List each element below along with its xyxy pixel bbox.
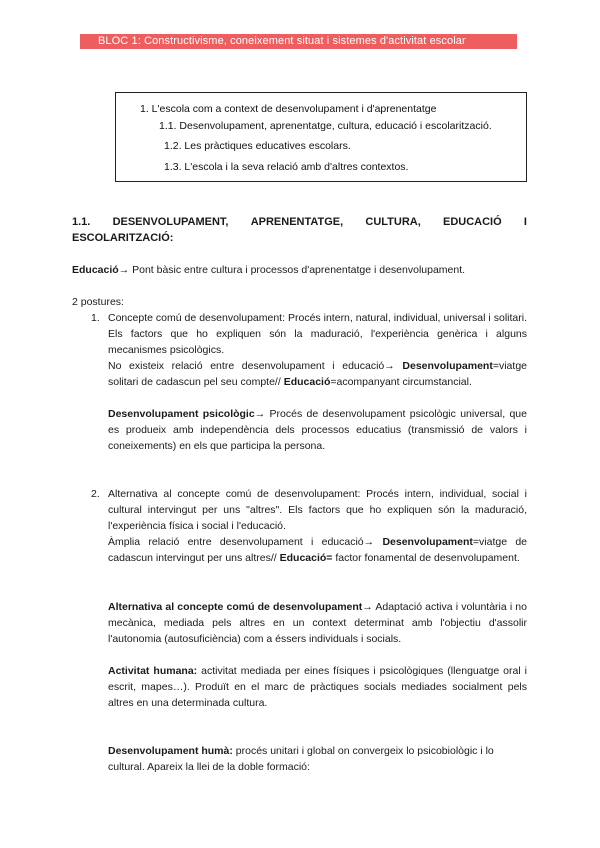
relation-pre: Àmplia relació entre desenvolupament i educació→	[108, 536, 383, 548]
posture-2-number: 2.	[91, 488, 100, 500]
posture-1-psico	[108, 406, 527, 454]
activitat-text: activitat mediada per eines físiques i psicològiques (llenguatge oral i escrit, mapes…). Produït en el marc de pràctiques socials mediades socialment pels altres en una determinada cultura.	[108, 665, 527, 709]
heading-word: APRENENTATGE,	[250, 216, 344, 228]
educacio-definition	[72, 262, 527, 278]
section-heading	[72, 214, 527, 246]
dev-term: Desenvolupament	[382, 536, 473, 548]
posture-2-activitat	[108, 663, 527, 711]
dev-def: =viatge solitari de cadascun pel seu compte//	[108, 360, 527, 388]
posture-2-alternativa	[108, 599, 527, 647]
alt-text: → Adaptació activa i voluntària i no mecànica, mediada pels altres en un context determinat amb l'objectiu d'assolir l'autonomia (autosuficiència) com a éssers individuals i socials.	[108, 601, 527, 645]
edu-term: Educació	[283, 376, 331, 388]
edu-term: Educació=	[279, 552, 333, 564]
alt-term: Alternativa al concepte comú de desenvolupament	[108, 601, 363, 613]
dev-def: =viatge de cadascun intervingut per uns altres//	[108, 536, 528, 564]
postures-label: 2 postures:	[72, 296, 124, 308]
posture-1-text: Concepte comú de desenvolupament: Procés intern, natural, individual, universal i solitari. Els factors que ho expliquen són la maduració, l'experiència genèrica i alguns mecanismes psicològics.	[108, 312, 527, 356]
toc-item-1-3: 1.3. L'escola i la seva relació amb d'altres contextos.	[164, 161, 409, 173]
heading-word: DESENVOLUPAMENT,	[112, 216, 229, 228]
activitat-term: Activitat humana:	[108, 665, 198, 677]
bloc-header: BLOC 1: Constructivisme, coneixement situat i sistemes d'activitat escolar	[80, 34, 517, 49]
huma-text: procés unitari i global on convergeix lo psicobiològic i lo cultural. Apareix la llei de la doble formació:	[108, 745, 494, 773]
edu-def: =acompanyant circumstancial.	[330, 376, 472, 388]
educacio-text: → Pont bàsic entre cultura i processos d'aprenentatge i desenvolupament.	[118, 264, 466, 276]
psico-term: Desenvolupament psicològic	[108, 408, 255, 420]
edu-def: factor fonamental de desenvolupament.	[332, 552, 520, 564]
posture-2-relation	[108, 534, 527, 566]
educacio-term: Educació	[72, 264, 119, 276]
heading-line-2: ESCOLARITZACIÓ:	[72, 232, 174, 244]
psico-text: → Procés de desenvolupament psicològic universal, que es produeix amb independència dels processos educatius (transmissió de valors i coneixements) en els que participa la persona.	[108, 408, 527, 452]
posture-1-relation	[108, 358, 527, 390]
huma-term: Desenvolupament humà:	[108, 745, 233, 757]
posture-1-number: 1.	[91, 312, 100, 324]
heading-word: 1.1.	[72, 216, 91, 228]
heading-word: EDUCACIÓ	[443, 216, 502, 228]
heading-word: CULTURA,	[365, 216, 421, 228]
dev-term: Desenvolupament	[402, 360, 493, 372]
toc-item-1-1: 1.1. Desenvolupament, aprenentatge, cultura, educació i escolarització.	[159, 120, 492, 132]
toc-box	[115, 92, 527, 182]
posture-2-huma	[108, 743, 527, 775]
posture-2-text: Alternativa al concepte comú de desenvolupament: Procés intern, individual, social i cultural intervingut per uns "altres". Els factors que ho expliquen són la maduració, l'experiència física i social i l'educació.	[108, 488, 527, 532]
toc-item-1-2: 1.2. Les pràctiques educatives escolars.	[164, 140, 351, 152]
heading-word: I	[523, 216, 527, 228]
toc-item-1: 1. L'escola com a context de desenvolupament i d'aprenentatge	[140, 103, 437, 115]
relation-pre: No existeix relació entre desenvolupament i educació→	[108, 360, 403, 372]
